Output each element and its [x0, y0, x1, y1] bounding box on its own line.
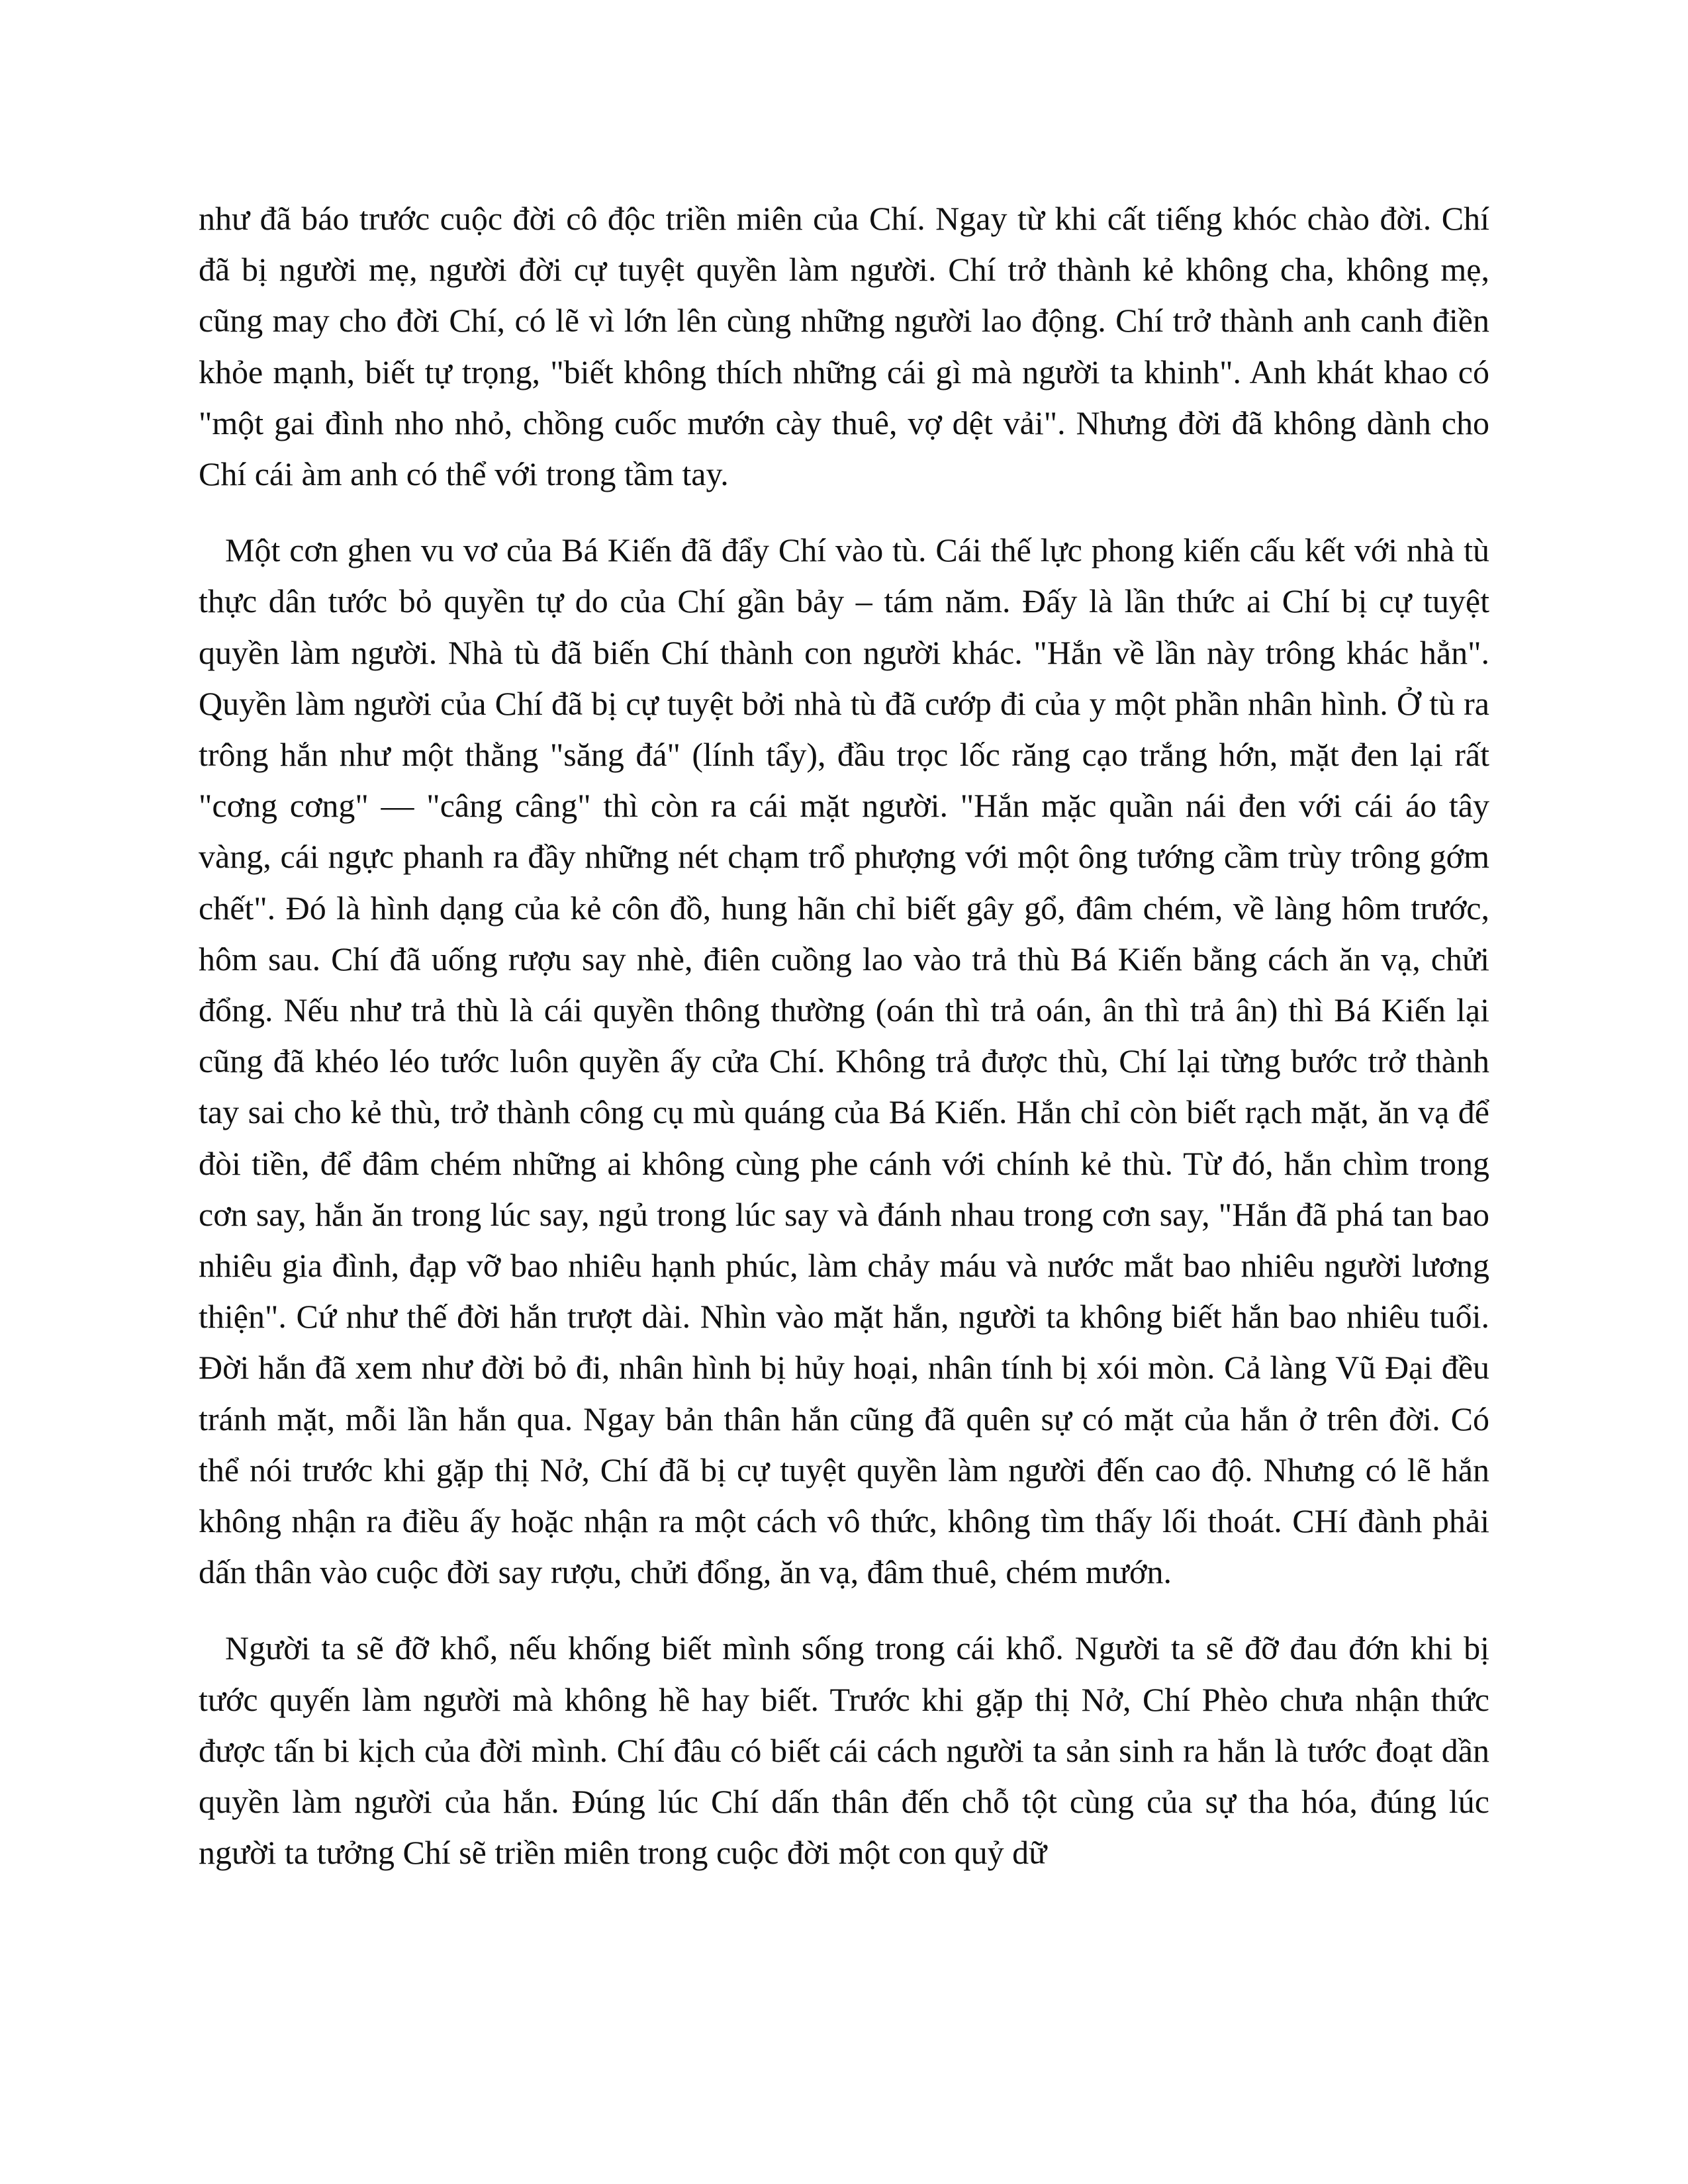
- document-body: [199, 193, 1489, 1879]
- paragraph-2: Một cơn ghen vu vơ của Bá Kiến đã đẩy Chí vào tù. Cái thế lực phong kiến cấu kết với nhà tù thực dân tước bỏ quyền tự do của Chí gần bảy – tám năm. Đấy là lần thức ai Chí bị cự tuyệt quyền làm người. Nhà tù đã biến Chí thành con người khác. "Hắn về lần này trông khác hẳn". Quyền làm người của Chí đã bị cự tuyệt bởi nhà tù đã cướp đi của y một phần nhân hình. Ở tù ra trông hắn như một thằng "săng đá" (lính tẩy), đầu trọc lốc răng cạo trắng hớn, mặt đen lại rất "cơng cơng" — "câng câng" thì còn ra cái mặt người. "Hắn mặc quần nái đen với cái áo tây vàng, cái ngực phanh ra đầy những nét chạm trổ phượng với một ông tướng cầm trùy trông gớm chết". Đó là hình dạng của kẻ côn đồ, hung hãn chỉ biết gây gổ, đâm chém, về làng hôm trước, hôm sau. Chí đã uống rượu say nhè, điên cuồng lao vào trả thù Bá Kiến bằng cách ăn vạ, chửi đổng. Nếu như trả thù là cái quyền thông thường (oán thì trả oán, ân thì trả ân) thì Bá Kiến lại cũng đã khéo léo tước luôn quyền ấy cửa Chí. Không trả được thù, Chí lại từng bước trở thành tay sai cho kẻ thù, trở thành công cụ mù quáng của Bá Kiến. Hắn chỉ còn biết rạch mặt, ăn vạ để đòi tiền, để đâm chém những ai không cùng phe cánh với chính kẻ thù. Từ đó, hắn chìm trong cơn say, hắn ăn trong lúc say, ngủ trong lúc say và đánh nhau trong cơn say, "Hắn đã phá tan bao nhiêu gia đình, đạp vỡ bao nhiêu hạnh phúc, làm chảy máu và nước mắt bao nhiêu người lương thiện". Cứ như thế đời hắn trượt dài. Nhìn vào mặt hắn, người ta không biết hắn bao nhiêu tuổi. Đời hắn đã xem như đời bỏ đi, nhân hình bị hủy hoại, nhân tính bị xói mòn. Cả làng Vũ Đại đều tránh mặt, mỗi lần hắn qua. Ngay bản thân hắn cũng đã quên sự có mặt của hắn ở trên đời. Có thể nói trước khi gặp thị Nở, Chí đã bị cự tuyệt quyền làm người đến cao độ. Nhưng có lẽ hắn không nhận ra điều ấy hoặc nhận ra một cách vô thức, không tìm thấy lối thoát. CHí đành phải dấn thân vào cuộc đời say rượu, chửi đổng, ăn vạ, đâm thuê, chém mướn.: [199, 531, 1489, 1591]
- paragraph-3: Người ta sẽ đỡ khổ, nếu khống biết mình sống trong cái khổ. Người ta sẽ đỡ đau đớn khi bị tước quyến làm người mà không hề hay biết. Trước khi gặp thị Nở, Chí Phèo chưa nhận thức được tấn bi kịch của đời mình. Chí đâu có biết cái cách người ta sản sinh ra hắn là tước đoạt dần quyền làm người của hắn. Đúng lúc Chí dấn thân đến chỗ tột cùng của sự tha hóa, đúng lúc người ta tưởng Chí sẽ triền miên trong cuộc đời một con quỷ dữ: [199, 1629, 1489, 1872]
- paragraph-1: như đã báo trước cuộc đời cô độc triền miên của Chí. Ngay từ khi cất tiếng khóc chào đời. Chí đã bị người mẹ, người đời cự tuyệt quyền làm người. Chí trở thành kẻ không cha, không mẹ, cũng may cho đời Chí, có lẽ vì lớn lên cùng những người lao động. Chí trở thành anh canh điền khỏe mạnh, biết tự trọng, "biết không thích những cái gì mà người ta khinh". Anh khát khao có "một gai đình nho nhỏ, chồng cuốc mướn cày thuê, vợ dệt vải". Nhưng đời đã không dành cho Chí cái àm anh có thể với trong tầm tay.: [199, 200, 1489, 493]
